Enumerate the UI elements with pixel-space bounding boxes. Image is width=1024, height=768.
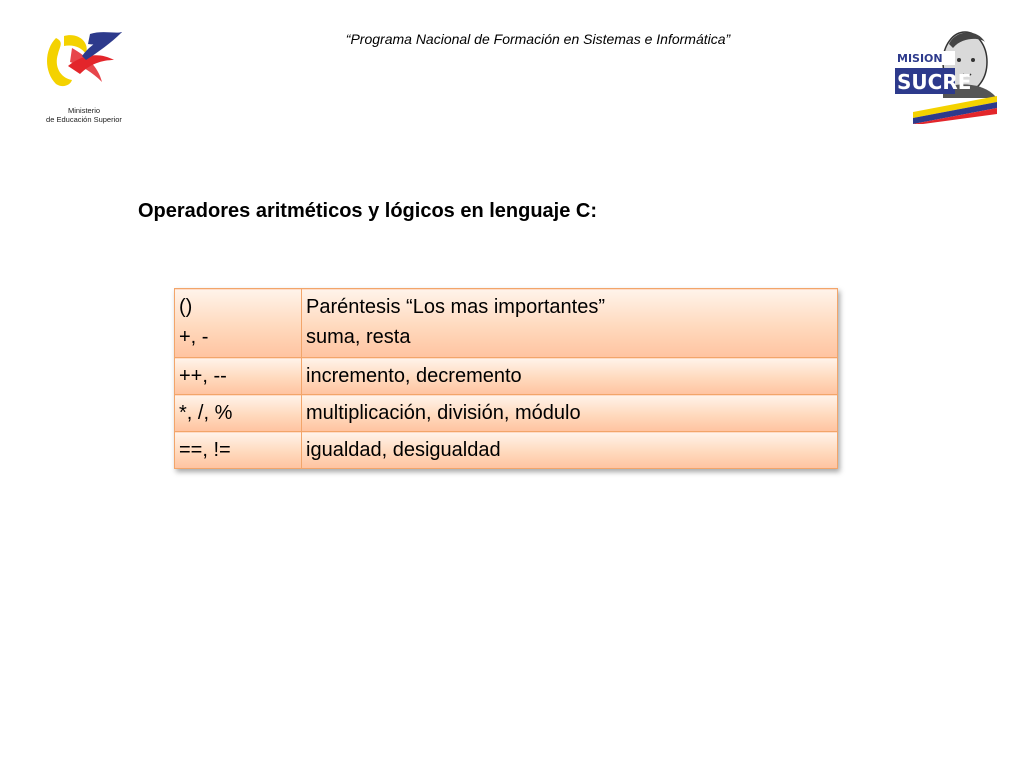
description-cell [302,395,838,432]
description-text: igualdad, desigualdad [306,439,501,461]
ministerio-caption [38,106,130,124]
description-text: incremento, decremento [306,365,522,387]
description-cell [302,289,838,358]
table-row [175,395,838,432]
operator-cell [175,358,302,395]
program-title: “Programa Nacional de Formación en Sistemas e Informática” [345,31,731,47]
operator-text: ++, -- [179,365,227,387]
operator-text: +, - [179,326,209,348]
description-cell [302,358,838,395]
operator-text: () [179,296,193,318]
table-row [175,432,838,469]
operator-text: ==, != [179,439,231,461]
operator-cell [175,432,302,469]
operators-table [174,288,838,469]
operator-cell [175,395,302,432]
ministerio-caption-line1: Ministerio [67,106,101,115]
description-text: multiplicación, división, módulo [306,402,581,424]
mision-sucre-emblem-icon [893,24,1003,124]
mision-text: MISION [897,52,943,65]
table-row [175,358,838,395]
description-text: Paréntesis “Los mas importantes” [306,296,606,318]
description-cell [302,432,838,469]
ministerio-logo [38,26,148,130]
table-row [175,289,838,358]
mision-sucre-logo [893,24,1003,124]
slide-title: Operadores aritméticos y lógicos en lenguaje C: [138,200,598,222]
ministerio-caption-line2: de Educación Superior [46,115,122,124]
description-text: suma, resta [306,326,411,348]
operator-text: *, /, % [179,402,233,424]
operator-cell [175,289,302,358]
ministerio-emblem-icon [42,26,126,92]
sucre-text: SUCRE [897,70,972,94]
